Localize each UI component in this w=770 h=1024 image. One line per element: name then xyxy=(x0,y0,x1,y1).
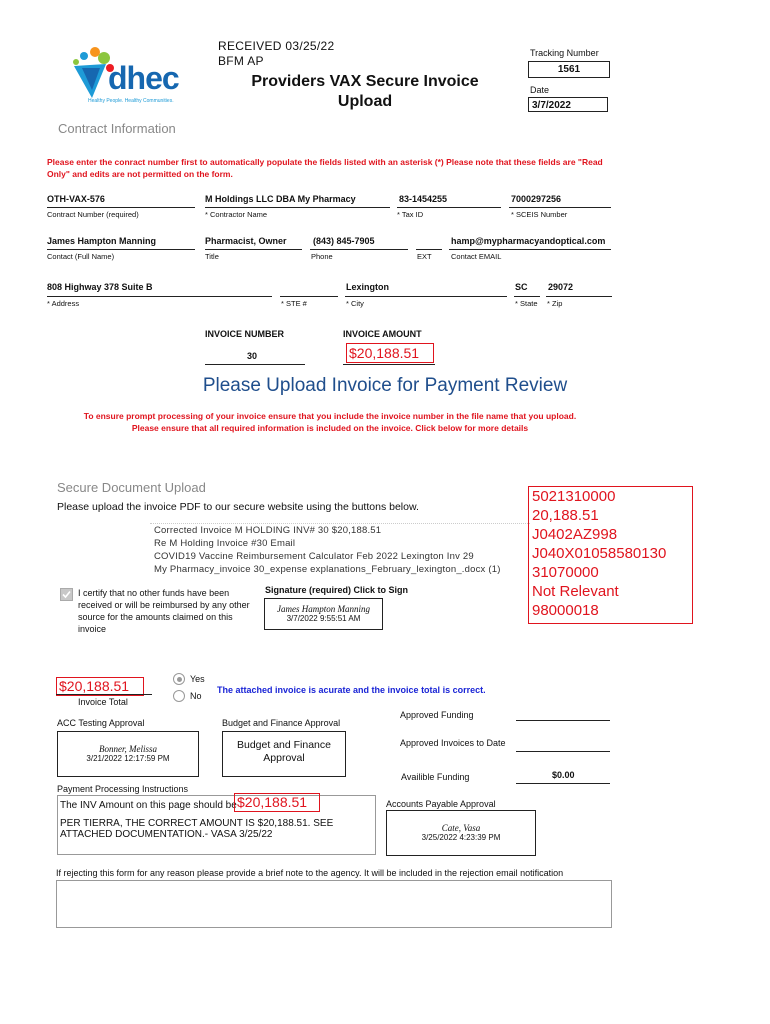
page-title-line1: Providers VAX Secure Invoice xyxy=(251,73,479,90)
phone-value[interactable]: (843) 845-7905 xyxy=(313,236,375,246)
email-label: Contact EMAIL xyxy=(451,252,502,261)
upload-heading: Please Upload Invoice for Payment Review xyxy=(202,375,568,396)
invoice-correct-statement: The attached invoice is acurate and the invoice total is correct. xyxy=(217,685,486,695)
annotation-line: 20,188.51 xyxy=(532,507,599,524)
signature-name: James Hampton Manning xyxy=(277,604,370,614)
page-title-line2: Upload xyxy=(337,93,393,110)
acc-approval-label: ACC Testing Approval xyxy=(57,718,145,728)
yes-label: Yes xyxy=(190,674,205,684)
contractor-name-label: * Contractor Name xyxy=(205,210,268,219)
city-value: Lexington xyxy=(346,282,389,292)
payment-instructions-line3: ATTACHED DOCUMENTATION.- VASA 3/25/22 xyxy=(60,829,273,840)
ste-label: * STE # xyxy=(281,299,307,308)
zip-value: 29072 xyxy=(548,282,574,292)
signature-date: 3/7/2022 9:55:51 AM xyxy=(286,614,361,623)
tracking-number-label: Tracking Number xyxy=(530,48,599,58)
yes-radio[interactable] xyxy=(173,673,185,685)
secure-upload-instructions: Please upload the invoice PDF to our secure website using the buttons below. xyxy=(57,501,419,513)
acc-approver-name: Bonner, Melissa xyxy=(99,744,157,754)
tax-id-label: * Tax ID xyxy=(397,210,424,219)
payment-instructions-amount: $20,188.51 xyxy=(234,793,320,812)
date-label: Date xyxy=(530,85,550,95)
no-radio[interactable] xyxy=(173,690,185,702)
sceis-number-value: 7000297256 xyxy=(511,194,562,204)
title-label: Title xyxy=(205,252,219,261)
dhec-logo xyxy=(58,44,198,110)
contract-section-title: Contract Information xyxy=(58,121,176,136)
certify-checkbox[interactable] xyxy=(60,588,73,601)
approved-invoices-label: Approved Invoices to Date xyxy=(400,738,506,748)
invoice-number-label: INVOICE NUMBER xyxy=(205,329,285,339)
annotation-line: 5021310000 xyxy=(532,488,616,505)
date-field[interactable]: 3/7/2022 xyxy=(528,97,608,112)
state-value: SC xyxy=(515,282,528,292)
page-title xyxy=(220,72,510,112)
signature-label: Signature (required) Click to Sign xyxy=(265,585,409,595)
invoice-amount-label: INVOICE AMOUNT xyxy=(343,329,422,339)
contractor-name-value: M Holdings LLC DBA My Pharmacy xyxy=(205,194,356,204)
address-label: * Address xyxy=(47,299,80,308)
uploaded-file[interactable]: Corrected Invoice M HOLDING INV# 30 $20,188.51 xyxy=(154,525,382,536)
ap-approval-box[interactable] xyxy=(386,810,536,856)
payment-instructions-line2: PER TIERRA, THE CORRECT AMOUNT IS $20,188.51. SEE xyxy=(60,818,334,829)
payment-instructions-label: Payment Processing Instructions xyxy=(57,784,189,794)
no-label: No xyxy=(190,691,202,701)
logo-text: dhec xyxy=(108,60,179,96)
tracking-number-field[interactable]: 1561 xyxy=(528,61,610,78)
contact-name-value[interactable]: James Hampton Manning xyxy=(47,236,157,246)
contract-instructions: Please enter the conract number first to automatically populate the fields listed with an asterisk (*) Please note that these fields are "Read Only" and edits are not permitted on the form. xyxy=(47,157,603,179)
city-label: * City xyxy=(346,299,364,308)
upload-notice-line2: Please ensure that all required information is included on the invoice. Click below for more details xyxy=(131,423,529,433)
title-value[interactable]: Pharmacist, Owner xyxy=(205,236,287,246)
annotation-line: Not Relevant xyxy=(532,583,619,600)
invoice-number-value[interactable]: 30 xyxy=(247,351,258,361)
uploaded-file[interactable]: COVID19 Vaccine Reimbursement Calculator Feb 2022 Lexington Inv 29 xyxy=(154,551,474,562)
available-funding-value: $0.00 xyxy=(552,770,575,780)
uploaded-file[interactable]: My Pharmacy_invoice 30_expense explanations_February_lexington_.docx (1) xyxy=(154,564,501,575)
payment-instructions-prefix: The INV Amount on this page should be xyxy=(60,800,237,811)
payment-instructions-box[interactable] xyxy=(57,795,376,855)
annotation-line: 31070000 xyxy=(532,564,599,581)
contact-name-label: Contact (Full Name) xyxy=(47,252,115,261)
signature-box[interactable] xyxy=(264,598,383,630)
ext-label: EXT xyxy=(417,252,432,261)
annotation-line: J0402AZ998 xyxy=(532,526,618,543)
uploaded-file[interactable]: Re M Holding Invoice #30 Email xyxy=(154,538,296,549)
phone-label: Phone xyxy=(311,252,333,261)
rejection-note-input[interactable] xyxy=(56,880,612,928)
acc-approval-box[interactable] xyxy=(57,731,199,777)
invoice-amount-value[interactable]: $20,188.51 xyxy=(346,343,434,363)
tax-id-value: 83-1454255 xyxy=(399,194,448,204)
zip-label: * Zip xyxy=(547,299,563,308)
certify-text: I certify that no other funds have been received or will be reimbursed by any other source for the amounts claimed on this invoice xyxy=(78,588,250,634)
received-stamp-line1: RECEIVED 03/25/22 xyxy=(218,39,335,53)
invoice-total-value[interactable]: $20,188.51 xyxy=(56,677,144,696)
acc-approval-date: 3/21/2022 12:17:59 PM xyxy=(86,754,170,763)
ap-approval-label: Accounts Payable Approval xyxy=(386,799,496,809)
upload-notice-line1: To ensure prompt processing of your invoice ensure that you include the invoice number in the file name that you upload. xyxy=(83,411,577,421)
secure-upload-title: Secure Document Upload xyxy=(57,480,206,495)
checkmark-icon xyxy=(61,589,72,600)
logo-tagline: Healthy People. Healthy Communities. xyxy=(88,98,174,104)
accounting-annotation-box xyxy=(528,486,693,624)
email-value[interactable]: hamp@mypharmacyandoptical.com xyxy=(451,236,606,246)
available-funding-label: Availible Funding xyxy=(401,772,470,782)
received-stamp-line2: BFM AP xyxy=(218,54,264,68)
state-label: * State xyxy=(515,299,538,308)
invoice-total-label: Invoice Total xyxy=(78,697,128,707)
budget-approval-button-text: Budget and Finance Approval xyxy=(237,739,331,764)
annotation-line: J040X01058580130 xyxy=(532,545,667,562)
approved-funding-label: Approved Funding xyxy=(400,710,474,720)
rejection-note-label: If rejecting this form for any reason please provide a brief note to the agency. It will be included in the rejection email notification xyxy=(56,868,564,878)
budget-approval-label: Budget and Finance Approval xyxy=(222,718,341,728)
ap-approver-name: Cate, Vasa xyxy=(441,823,481,833)
ap-approval-date: 3/25/2022 4:23:39 PM xyxy=(421,833,501,842)
sceis-number-label: * SCEIS Number xyxy=(511,210,568,219)
budget-approval-box[interactable] xyxy=(222,731,346,777)
uploaded-files-list[interactable] xyxy=(150,523,530,579)
contract-number-label: Contract Number (required) xyxy=(47,210,139,219)
contract-number-value[interactable]: OTH-VAX-576 xyxy=(47,194,105,204)
annotation-line: 98000018 xyxy=(532,602,599,619)
address-value: 808 Highway 378 Suite B xyxy=(47,282,153,292)
